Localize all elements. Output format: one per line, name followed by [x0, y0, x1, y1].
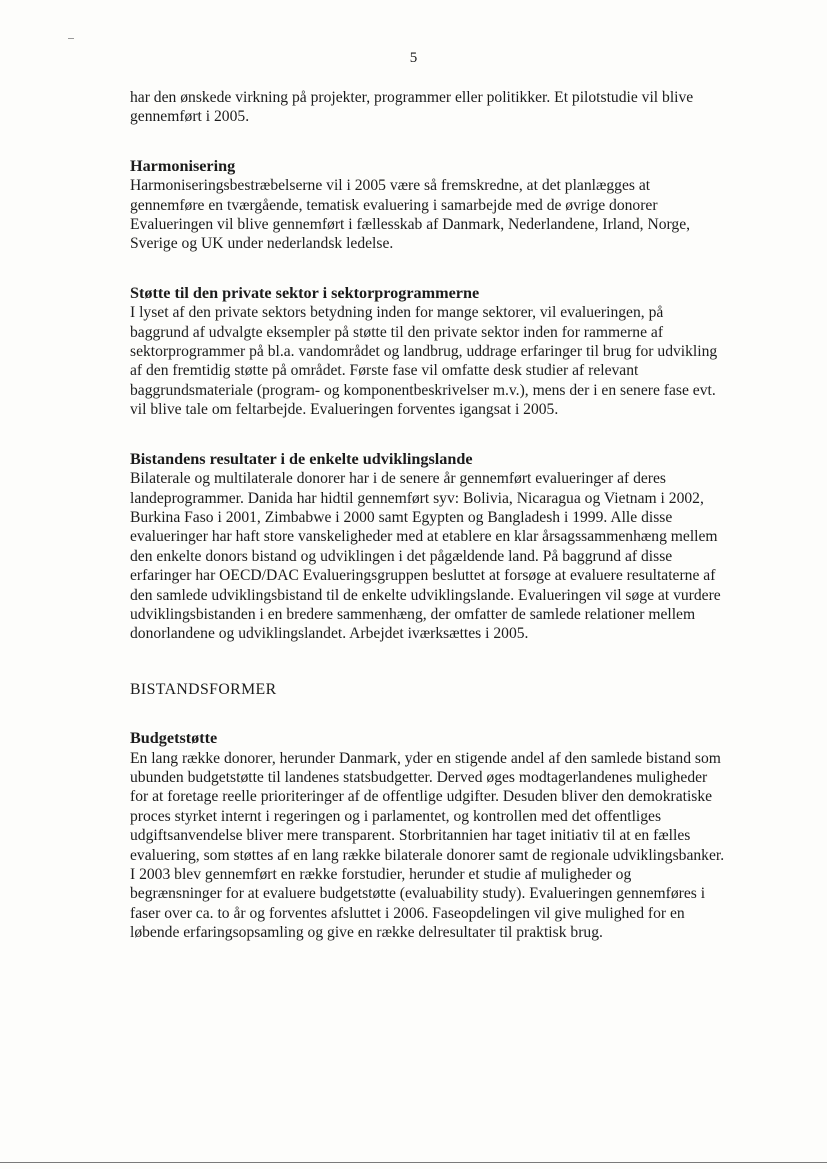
page-bottom-rule: [0, 1162, 827, 1163]
section-body-harmonisering: Harmoniseringsbestræbelserne vil i 2005 være så fremskredne, at det planlægges at gennemføre en tværgående, tematisk evaluering i samarbejde med de øvrige donorer Evalueringen vil blive gennemført i fællesskab af Danmark, Nederlandene, Irland, Norge, Sverige og UK under nederlandsk ledelse.: [130, 177, 691, 253]
major-heading: BISTANDSFORMER: [130, 680, 277, 698]
section-body-results: Bilaterale og multilaterale donorer har i de senere år gennemført evalueringer af deres landeprogrammer. Danida har hidtil gennemført syv: Bolivia, Nicaragua og Vietnam i 2002, Burkina Faso i 2001, Zimbabwe i 2000 samt Egypten og Bangladesh i 1999. Alle disse evalueringer har haft store vanskeligheder med at etablere en klar årsagssammenhæng mellem den enkelte donors bistand og udviklingen i det pågældende land. På baggrund af disse erfaringer har OECD/DAC Evalueringsgruppen besluttet at forsøge at evaluere resultaterne af den samlede udviklingsbistand til de enkelte udviklingslande. Evalueringen vil søge at vurdere udviklingsbistanden i en bredere sammenhæng, der omfatter de samlede relationer mellem donorlandene og udviklingslandet. Arbejdet iværksættes i 2005.: [130, 470, 721, 643]
page-number: 5: [409, 50, 418, 66]
section-heading-private-sector: Støtte til den private sektor i sektorprogrammerne: [130, 283, 480, 302]
scan-mark: [68, 38, 74, 39]
section-heading-harmonisering: Harmonisering: [130, 156, 236, 175]
section-heading-results: Bistandens resultater i de enkelte udviklingslande: [130, 449, 473, 468]
section-body-private-sector: I lyset af den private sektors betydning inden for mange sektorer, vil evalueringen, på baggrund af udvalgte eksempler på støtte til den private sektor inden for rammerne af sektorprogrammer på bl.a. vandområdet og landbrug, uddrage erfaringer til brug for udvikling af den fremtidig støtte på området. Første fase vil omfatte desk studier af relevant baggrundsmateriale (program- og komponentbeskrivelser m.v.), mens der i en senere fase evt. vil blive tale om feltarbejde. Evalueringen forventes igangsat i 2005.: [130, 304, 718, 419]
intro-paragraph: har den ønskede virkning på projekter, programmer eller politikker. Et pilotstudie vil blive gennemført i 2005.: [130, 89, 694, 126]
section-body-budget: En lang række donorer, herunder Danmark, yder en stigende andel af den samlede bistand som ubunden budgetstøtte til landenes statsbudgetter. Derved øges modtagerlandenes muligheder for at foretage reelle prioriteringer af de offentlige udgifter. Desuden bliver den demokratiske proces styrket internt i regeringen og i parlamentet, og kontrollen med det offentliges udgiftsanvendelse bliver mere transparent. Storbritannien har taget initiativ til at en fælles evaluering, som støttes af en lang række bilaterale donorer samt de regionale udviklingsbanker. I 2003 blev gennemført en række forstudier, herunder et studie af muligheder og begrænsninger for at evaluere budgetstøtte (evaluability study). Evalueringen gennemføres i faser over ca. to år og forventes afsluttet i 2006. Faseopdelingen vil give mulighed for en løbende erfaringsopsamling og give en række delresultater til praktisk brug.: [130, 749, 725, 942]
section-heading-budget: Budgetstøtte: [130, 729, 218, 748]
page-content: [130, 88, 726, 943]
